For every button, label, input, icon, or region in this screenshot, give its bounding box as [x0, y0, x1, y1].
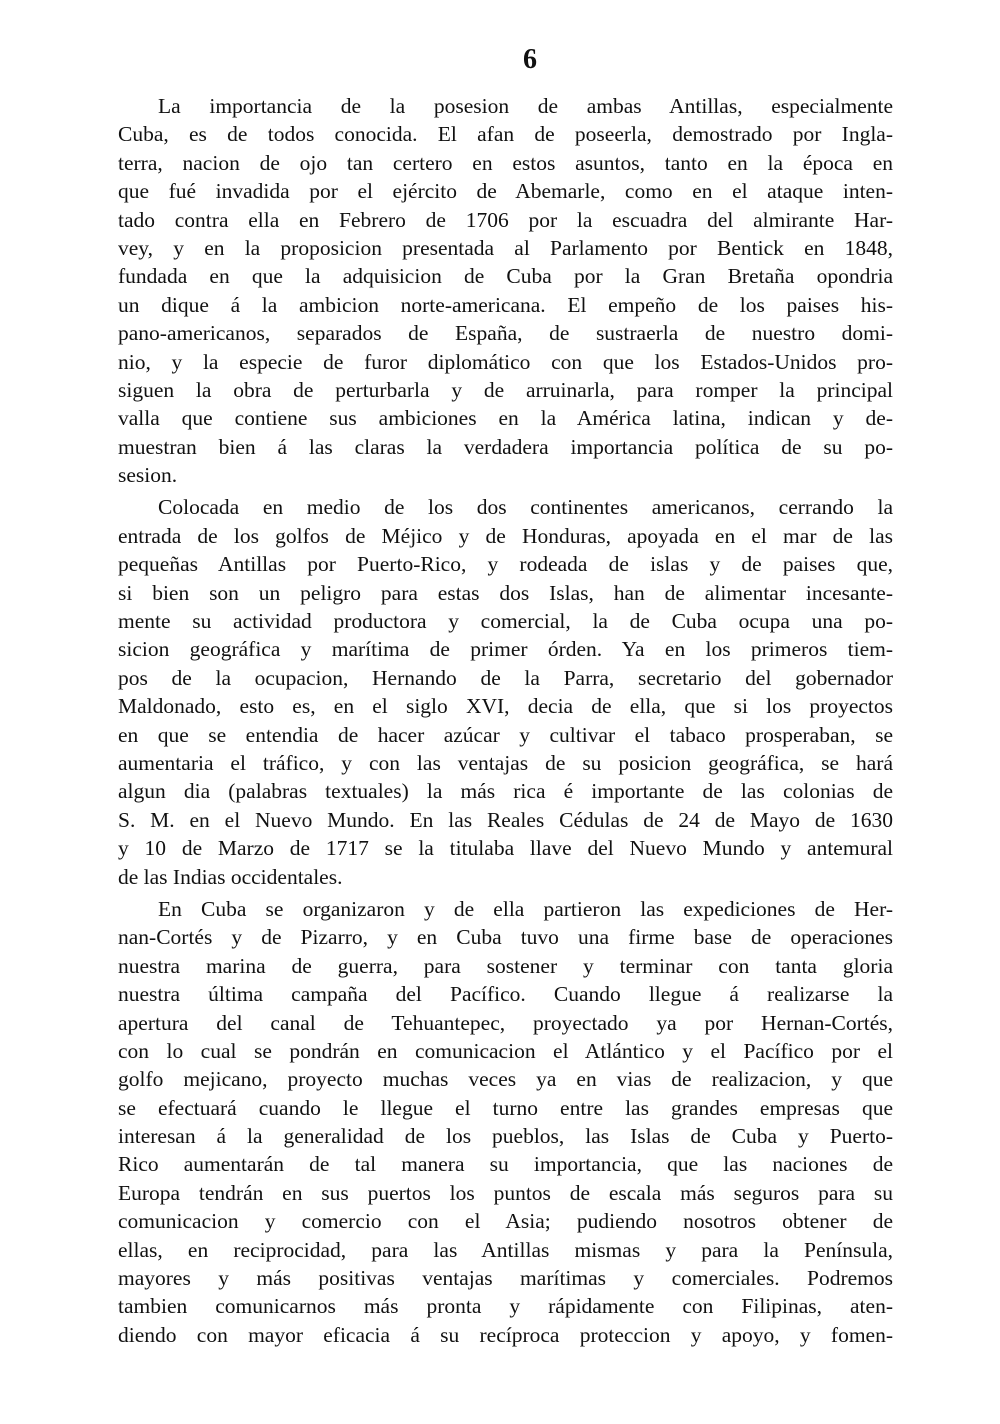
- text-line: nuestra última campaña del Pacífico. Cuando llegue á realizarse la: [118, 982, 893, 1007]
- text-line: interesan á la generalidad de los pueblos, las Islas de Cuba y Puerto-: [118, 1124, 893, 1149]
- text-line: nan-Cortés y de Pizarro, y en Cuba tuvo una firme base de operaciones: [118, 925, 893, 950]
- text-line: mente su actividad productora y comercial, la de Cuba ocupa una po-: [118, 609, 893, 634]
- text-line: golfo mejicano, proyecto muchas veces ya en vias de realizacion, y que: [118, 1067, 893, 1092]
- text-line: nio, y la especie de furor diplomático con que los Estados-Unidos pro-: [118, 349, 893, 374]
- text-line: que fué invadida por el ejército de Abemarle, como en el ataque inten-: [118, 179, 893, 204]
- paragraph-3: [118, 895, 893, 1349]
- text-line: S. M. en el Nuevo Mundo. En las Reales Cédulas de 24 de Mayo de 1630: [118, 807, 893, 832]
- text-line: valla que contiene sus ambiciones en la América latina, indican y de-: [118, 406, 893, 431]
- text-line: terra, nacion de ojo tan certero en estos asuntos, tanto en la época en: [118, 150, 893, 175]
- text-line: Cuba, es de todos conocida. El afan de poseerla, demostrado por Ingla-: [118, 122, 893, 147]
- text-line: ellas, en reciprocidad, para las Antillas mismas y para la Península,: [118, 1237, 893, 1262]
- text-line: un dique á la ambicion norte-americana. El empeño de los paises his-: [118, 292, 893, 317]
- text-line: de las Indias occidentales.: [118, 864, 343, 889]
- text-line: aumentaria el tráfico, y con las ventajas de su posicion geográfica, se hará: [118, 750, 893, 775]
- text-line: sicion geográfica y marítima de primer órden. Ya en los primeros tiem-: [118, 637, 893, 662]
- text-line: nuestra marina de guerra, para sostener y terminar con tanta gloria: [118, 953, 893, 978]
- text-line: Maldonado, esto es, en el siglo XVI, decia de ella, que si los proyectos: [118, 694, 893, 719]
- paragraph-1: [118, 92, 893, 489]
- text-line: en que se entendia de hacer azúcar y cultivar el tabaco prosperaban, se: [118, 722, 893, 747]
- text-line: Rico aumentarán de tal manera su importancia, que las naciones de: [118, 1152, 893, 1177]
- text-line: pos de la ocupacion, Hernando de la Parra, secretario del gobernador: [118, 665, 893, 690]
- text-line: se efectuará cuando le llegue el turno entre las grandes empresas que: [118, 1095, 893, 1120]
- text-line: si bien son un peligro para estas dos Islas, han de alimentar incesante-: [118, 580, 893, 605]
- text-line: algun dia (palabras textuales) la más rica é importante de las colonias de: [118, 779, 893, 804]
- text-line: diendo con mayor eficacia á su recíproca proteccion y apoyo, y fomen-: [118, 1322, 893, 1347]
- text-line: entrada de los golfos de Méjico y de Honduras, apoyada en el mar de las: [118, 523, 893, 548]
- page-number: 6: [523, 44, 537, 75]
- text-line: siguen la obra de perturbarla y de arruinarla, para romper la principal: [118, 377, 893, 402]
- text-line: apertura del canal de Tehuantepec, proyectado ya por Hernan-Cortés,: [118, 1010, 893, 1035]
- text-line: pano-americanos, separados de España, de sustraerla de nuestro domi-: [118, 321, 893, 346]
- text-line: fundada en que la adquisicion de Cuba por la Gran Bretaña opondria: [118, 264, 893, 289]
- paragraph-2: [118, 493, 893, 890]
- text-line: Europa tendrán en sus puertos los puntos de escala más seguros para su: [118, 1180, 893, 1205]
- text-line: sesion.: [118, 463, 178, 488]
- text-line: mayores y más positivas ventajas marítimas y comerciales. Podremos: [118, 1266, 893, 1291]
- text-line: Colocada en medio de los dos continentes americanos, cerrando la: [158, 495, 893, 520]
- text-line: muestran bien á las claras la verdadera importancia política de su po-: [118, 434, 893, 459]
- text-line: En Cuba se organizaron y de ella partieron las expediciones de Her-: [158, 896, 893, 921]
- text-line: tambien comunicarnos más pronta y rápidamente con Filipinas, aten-: [118, 1294, 893, 1319]
- text-line: y 10 de Marzo de 1717 se la titulaba llave del Nuevo Mundo y antemural: [118, 836, 893, 861]
- body-text: [118, 92, 893, 1349]
- text-line: vey, y en la proposicion presentada al Parlamento por Bentick en 1848,: [118, 235, 893, 260]
- text-line: con lo cual se pondrán en comunicacion el Atlántico y el Pacífico por el: [118, 1038, 893, 1063]
- text-line: pequeñas Antillas por Puerto-Rico, y rodeada de islas y de paises que,: [118, 552, 893, 577]
- text-line: comunicacion y comercio con el Asia; pudiendo nosotros obtener de: [118, 1209, 893, 1234]
- text-line: tado contra ella en Febrero de 1706 por la escuadra del almirante Har-: [118, 207, 893, 232]
- text-line: La importancia de la posesion de ambas Antillas, especialmente: [158, 94, 893, 118]
